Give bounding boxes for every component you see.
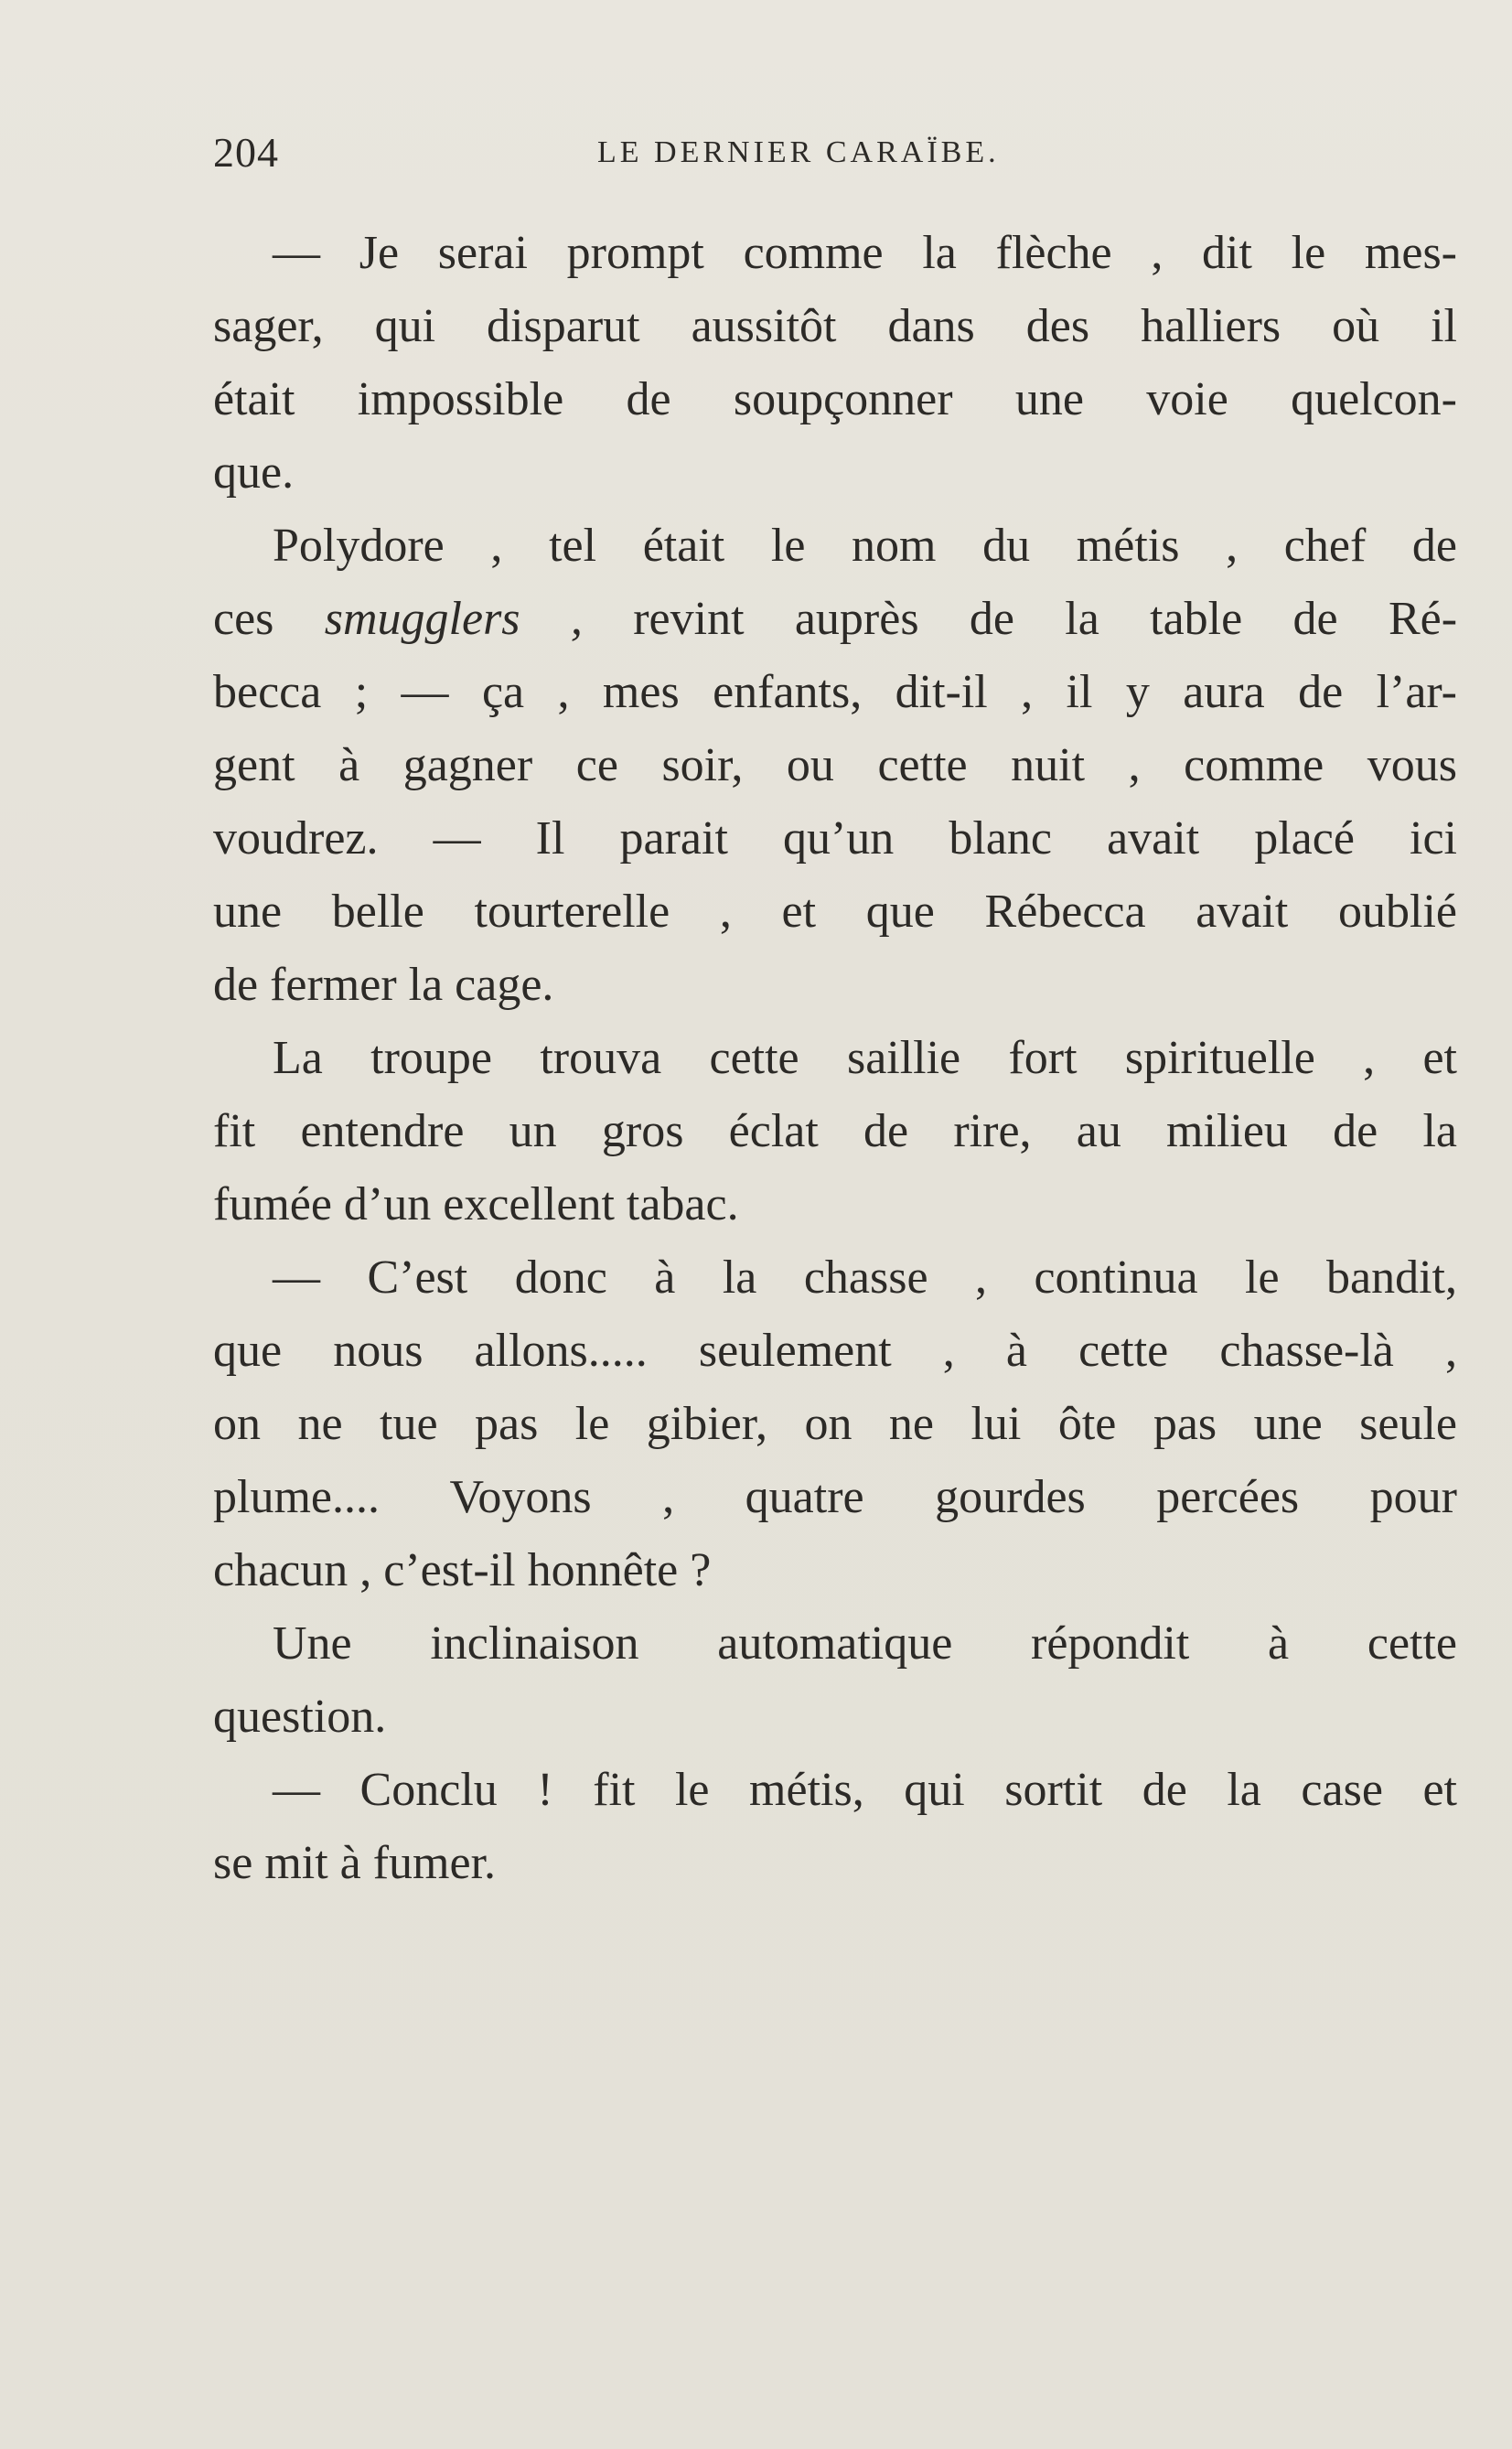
page-number: 204	[213, 129, 279, 176]
text-line: question.	[213, 1691, 387, 1743]
text-line: une belle tourterelle , et que Rébecca avait oublié	[213, 886, 1457, 938]
text-line: que.	[213, 446, 295, 499]
text-line: becca ; — ça , mes enfants, dit-il , il y aura de l’ar-	[213, 666, 1457, 718]
page-header	[213, 128, 1457, 183]
text-line: que nous allons..... seulement , à cette chasse-là ,	[213, 1325, 1457, 1377]
italic-term: smugglers ,	[324, 593, 583, 645]
text-line: — Conclu ! fit le métis, qui sortit de la case et	[273, 1764, 1457, 1816]
text-line: gent à gagner ce soir, ou cette nuit , comme vous	[213, 739, 1457, 791]
text-line-mixed	[213, 583, 1457, 656]
text-line: voudrez. — Il parait qu’un blanc avait placé ici	[213, 812, 1457, 865]
text-line: Une inclinaison automatique répondit à cette	[273, 1617, 1457, 1670]
text-line: plume.... Voyons , quatre gourdes percées pour	[213, 1471, 1457, 1523]
text-line: sager, qui disparut aussitôt dans des halliers où il	[213, 300, 1457, 352]
text-line: fit entendre un gros éclat de rire, au milieu de la	[213, 1105, 1457, 1157]
text-line: chacun , c’est-il honnête ?	[213, 1544, 712, 1596]
text-fragment: revint auprès de la table de Ré-	[633, 593, 1458, 645]
text-line: Polydore , tel était le nom du métis , chef de	[273, 520, 1457, 572]
text-line: — Je serai prompt comme la flèche , dit le mes-	[273, 227, 1457, 279]
text-fragment: ces	[213, 593, 274, 645]
text-line: était impossible de soupçonner une voie quelcon-	[213, 373, 1457, 425]
text-line: La troupe trouva cette saillie fort spirituelle , et	[273, 1032, 1457, 1084]
running-title: LE DERNIER CARAÏBE.	[597, 135, 1000, 169]
text-line: — C’est donc à la chasse , continua le bandit,	[273, 1251, 1457, 1304]
body-text	[213, 217, 1457, 1900]
text-line: de fermer la cage.	[213, 959, 554, 1011]
text-line: on ne tue pas le gibier, on ne lui ôte pas une seule	[213, 1398, 1457, 1450]
text-line: se mit à fumer.	[213, 1837, 497, 1889]
text-line: fumée d’un excellent tabac.	[213, 1178, 739, 1230]
